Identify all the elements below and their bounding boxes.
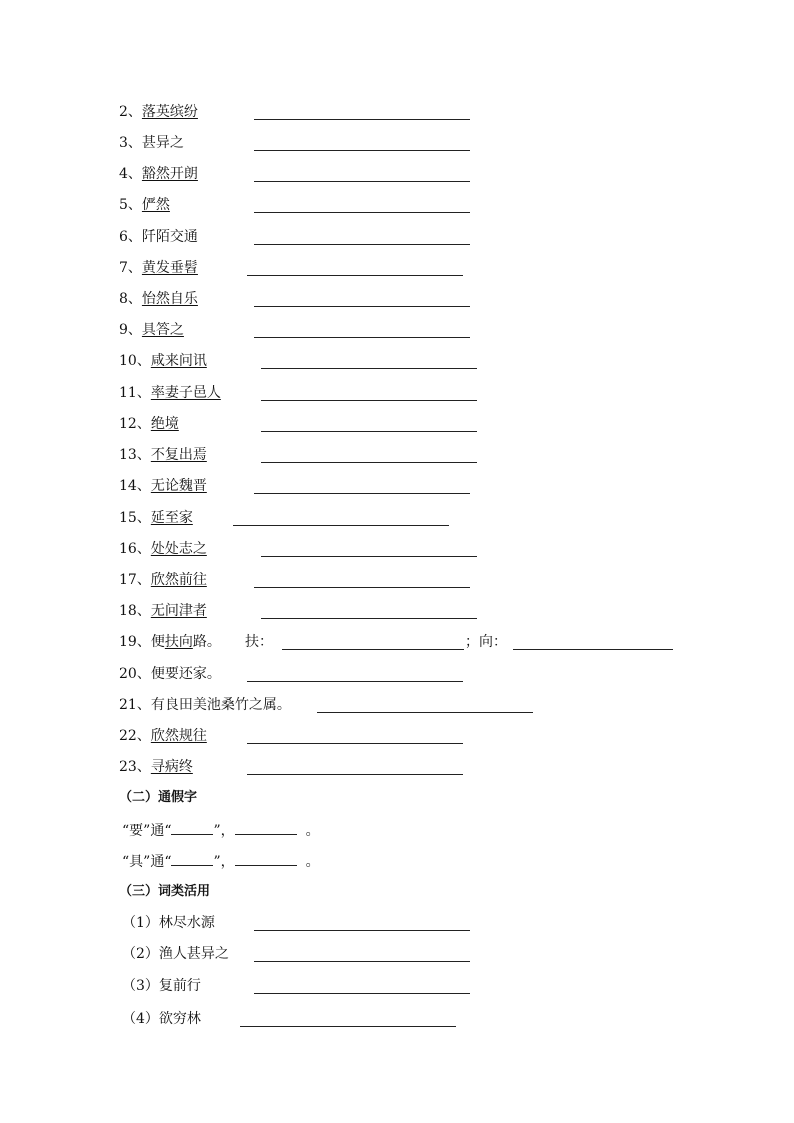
tongjiazi-meaning-blank[interactable] [235, 851, 297, 866]
item-label: 7、黄发垂髫 [119, 260, 198, 276]
item-label: 20、便要还家。 [119, 666, 221, 682]
answer-blank[interactable] [254, 306, 470, 307]
item-label: 17、欣然前往 [119, 572, 207, 588]
item-label: 22、欣然规往 [119, 728, 207, 744]
tongjiazi-meaning-blank[interactable] [235, 820, 297, 835]
item-label: 9、具答之 [119, 322, 184, 338]
tongjiazi-mid: ”， [213, 823, 235, 839]
item-label: 13、不复出焉 [119, 447, 207, 463]
item-label: （1）林尽水源 [122, 915, 215, 931]
item-label: 8、怡然自乐 [119, 291, 198, 307]
tongjiazi-end: 。 [305, 854, 320, 870]
section-heading-tongjiazi: （二）通假字 [119, 790, 198, 805]
item-label: （2）渔人甚异之 [122, 946, 229, 962]
answer-blank[interactable] [247, 681, 463, 682]
item-label: （3）复前行 [122, 978, 201, 994]
section-heading-cileihuoyong: （三）词类活用 [119, 884, 211, 899]
tongjiazi-row [122, 851, 320, 871]
item-label: 14、无论魏晋 [119, 478, 207, 494]
answer-blank[interactable] [261, 400, 477, 401]
item-label: 23、寻病终 [119, 759, 193, 775]
item-label: 15、延至家 [119, 510, 193, 526]
answer-blank[interactable] [254, 244, 470, 245]
item-label: 16、处处志之 [119, 541, 207, 557]
item-label: 11、率妻子邑人 [119, 385, 221, 401]
answer-blank[interactable] [254, 150, 470, 151]
sub-label-fu: 扶： [245, 634, 273, 650]
tongjiazi-mid: ”， [213, 854, 235, 870]
answer-blank[interactable] [254, 119, 470, 120]
sub-label-xiang: ；向： [465, 634, 507, 650]
answer-blank[interactable] [261, 556, 477, 557]
answer-blank[interactable] [261, 618, 477, 619]
answer-blank[interactable] [247, 275, 463, 276]
answer-blank[interactable] [247, 743, 463, 744]
tongjiazi-end: 。 [305, 823, 320, 839]
answer-blank[interactable] [240, 1026, 456, 1027]
item-label: 19、便扶向路。 [119, 634, 221, 650]
item-label: 12、绝境 [119, 416, 179, 432]
item-label: （4）欲穷林 [122, 1011, 201, 1027]
answer-blank[interactable] [261, 431, 477, 432]
answer-blank[interactable] [254, 587, 470, 588]
answer-blank[interactable] [254, 930, 470, 931]
answer-blank[interactable] [254, 337, 470, 338]
answer-blank-fu[interactable] [282, 649, 464, 650]
tongjiazi-row [122, 820, 320, 840]
item-row [119, 632, 679, 652]
item-label: 21、有良田美池桑竹之属。 [119, 697, 291, 713]
answer-blank[interactable] [261, 368, 477, 369]
tongjiazi-char-blank[interactable] [171, 820, 213, 835]
item-label: 6、阡陌交通 [119, 229, 198, 245]
answer-blank[interactable] [254, 993, 470, 994]
item-label: 10、咸来问讯 [119, 353, 207, 369]
item-label: 18、无问津者 [119, 603, 207, 619]
item-label: 3、甚异之 [119, 135, 184, 151]
answer-blank[interactable] [261, 462, 477, 463]
item-label: 4、豁然开朗 [119, 166, 198, 182]
answer-blank[interactable] [247, 774, 463, 775]
answer-blank[interactable] [254, 181, 470, 182]
answer-blank[interactable] [254, 212, 470, 213]
answer-blank-xiang[interactable] [513, 649, 673, 650]
tongjiazi-prefix: “要”通“ [122, 823, 172, 839]
answer-blank[interactable] [254, 961, 470, 962]
item-label: 2、落英缤纷 [119, 104, 198, 120]
answer-blank[interactable] [317, 712, 533, 713]
item-label: 5、俨然 [119, 197, 170, 213]
tongjiazi-char-blank[interactable] [171, 851, 213, 866]
answer-blank[interactable] [233, 525, 449, 526]
tongjiazi-prefix: “具”通“ [122, 854, 172, 870]
answer-blank[interactable] [254, 493, 470, 494]
